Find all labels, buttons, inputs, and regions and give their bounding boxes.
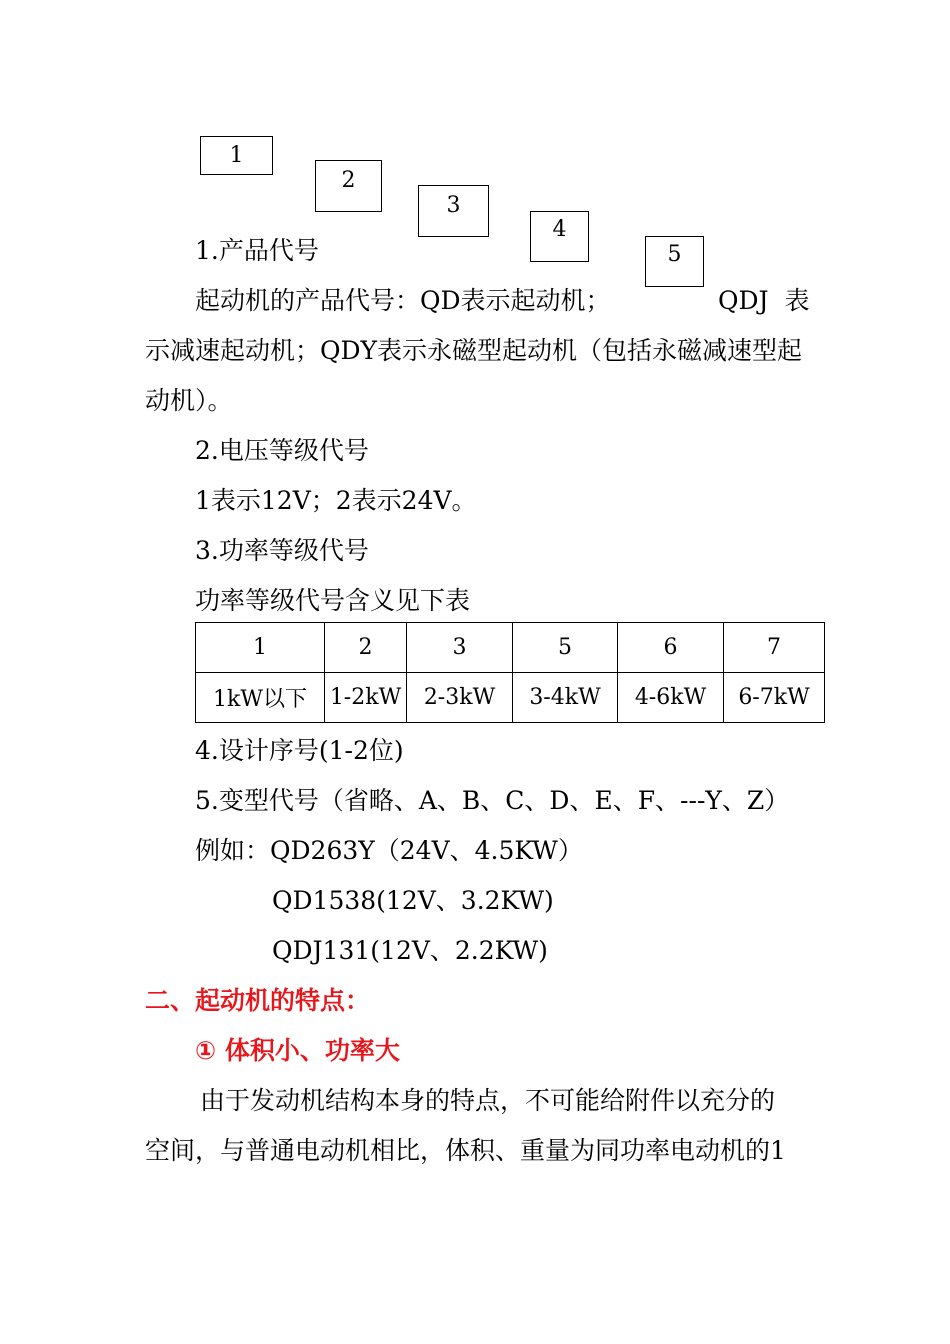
table-cell: 5 xyxy=(513,623,618,673)
part2-heading: 二、起动机的特点： xyxy=(145,986,371,1015)
table-cell: 1kW以下 xyxy=(196,673,325,723)
code-box-5: 5 xyxy=(645,236,704,287)
example-2: QD1538(12V、3.2KW) xyxy=(272,886,554,915)
section3-text: 功率等级代号含义见下表 xyxy=(195,586,471,615)
section1-line1b: QDJ 表 xyxy=(718,286,810,315)
section1-line2: 示减速起动机；QDY表示永磁型起动机（包括永磁减速型起 xyxy=(145,336,803,365)
table-cell: 2 xyxy=(325,623,407,673)
table-cell: 3-4kW xyxy=(513,673,618,723)
table-cell: 7 xyxy=(724,623,825,673)
section4-heading: 4.设计序号(1-2位) xyxy=(195,736,404,765)
part2-paragraph-line1: 由于发动机结构本身的特点，不可能给附件以充分的 xyxy=(200,1086,776,1115)
table-cell: 1 xyxy=(196,623,325,673)
code-box-4: 4 xyxy=(530,211,589,262)
table-cell: 2-3kW xyxy=(407,673,513,723)
part2-paragraph-line2: 空间，与普通电动机相比，体积、重量为同功率电动机的1 xyxy=(145,1136,786,1165)
code-box-1: 1 xyxy=(200,136,273,175)
part2-subheading: ① 体积小、功率大 xyxy=(195,1036,400,1065)
example-1: 例如：QD263Y（24V、4.5KW） xyxy=(195,836,583,865)
code-box-3: 3 xyxy=(418,185,489,237)
section2-heading: 2.电压等级代号 xyxy=(195,436,369,465)
table-cell: 4-6kW xyxy=(618,673,724,723)
table-cell: 6-7kW xyxy=(724,673,825,723)
section1-line3: 动机）。 xyxy=(145,386,233,415)
section2-text: 1表示12V；2表示24V。 xyxy=(195,486,477,515)
section3-heading: 3.功率等级代号 xyxy=(195,536,369,565)
section1-heading: 1.产品代号 xyxy=(195,236,319,265)
power-grade-table xyxy=(195,622,825,723)
section5-heading: 5.变型代号（省略、A、B、C、D、E、F、---Y、Z） xyxy=(195,786,790,815)
section1-line1a: 起动机的产品代号：QD表示起动机； xyxy=(195,286,611,315)
table-cell: 6 xyxy=(618,623,724,673)
table-row xyxy=(196,623,825,673)
table-cell: 3 xyxy=(407,623,513,673)
code-box-2: 2 xyxy=(315,160,382,212)
table-row xyxy=(196,673,825,723)
table-cell: 1-2kW xyxy=(325,673,407,723)
example-3: QDJ131(12V、2.2KW) xyxy=(272,936,548,965)
